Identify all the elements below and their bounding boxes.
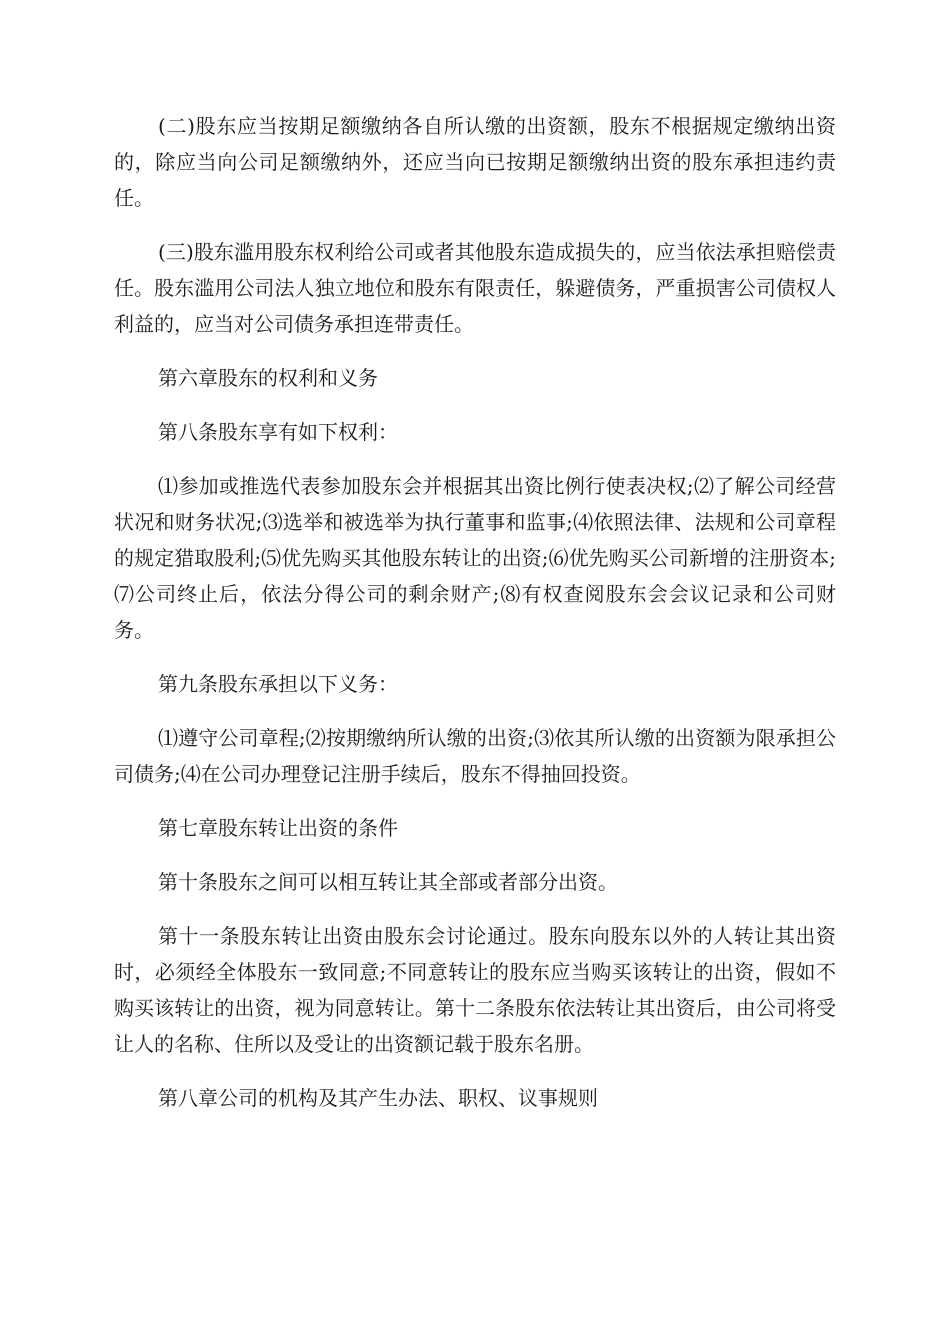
paragraph-shareholder-obligations: ⑴遵守公司章程;⑵按期缴纳所认缴的出资;⑶依其所认缴的出资额为限承担公司债务;⑷在公司办理登记注册手续后，股东不得抽回投资。 <box>114 726 836 786</box>
document-body <box>114 108 836 1134</box>
article-heading-8: 第八条股东享有如下权利： <box>158 420 398 444</box>
article-heading-9: 第九条股东承担以下义务： <box>158 672 398 696</box>
chapter-heading-8: 第八章公司的机构及其产生办法、职权、议事规则 <box>158 1086 598 1110</box>
paragraph-article-11-12: 第十一条股东转让出资由股东会讨论通过。股东向股东以外的人转让其出资时，必须经全体股东一致同意;不同意转让的股东应当购买该转让的出资，假如不购买该转让的出资，视为同意转让。第十二条股东依法转让其出资后，由公司将受让人的名称、住所以及受让的出资额记载于股东名册。 <box>114 924 836 1056</box>
paragraph-shareholder-contribution-duty: (二)股东应当按期足额缴纳各自所认缴的出资额，股东不根据规定缴纳出资的，除应当向公司足额缴纳外，还应当向已按期足额缴纳出资的股东承担违约责任。 <box>114 114 836 210</box>
chapter-heading-7: 第七章股东转让出资的条件 <box>158 816 398 840</box>
paragraph-shareholder-rights: ⑴参加或推选代表参加股东会并根据其出资比例行使表决权;⑵了解公司经营状况和财务状况;⑶选举和被选举为执行董事和监事;⑷依照法律、法规和公司章程的规定猎取股利;⑸优先购买其他股东转让的出资;⑹优先购买公司新增的注册资本;⑺公司终止后，依法分得公司的剩余财产;⑻有权查阅股东会会议记录和公司财务。 <box>114 474 836 642</box>
article-10: 第十条股东之间可以相互转让其全部或者部分出资。 <box>158 870 618 894</box>
chapter-heading-6: 第六章股东的权利和义务 <box>158 366 378 390</box>
paragraph-shareholder-abuse-liability: (三)股东滥用股东权利给公司或者其他股东造成损失的，应当依法承担赔偿责任。股东滥用公司法人独立地位和股东有限责任，躲避债务，严重损害公司债权人利益的，应当对公司债务承担连带责任。 <box>114 240 836 336</box>
